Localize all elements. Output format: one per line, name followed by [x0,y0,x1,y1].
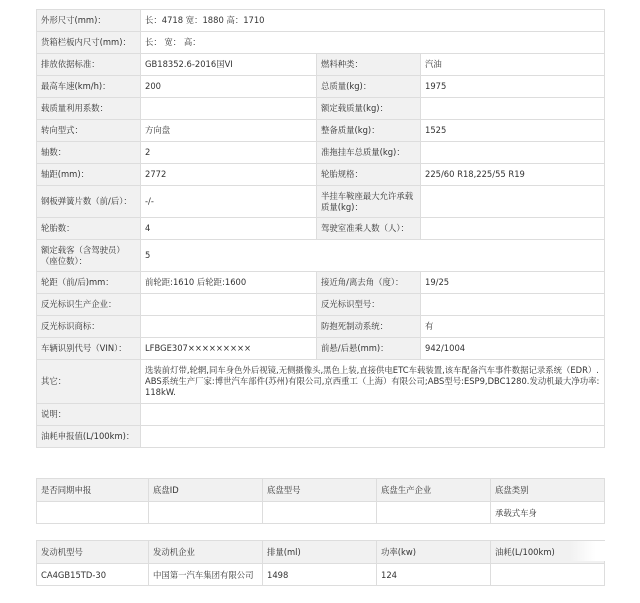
rated-passengers-label: 额定载客（含驾驶员）（座位数）： [37,240,141,272]
track-label: 轮距（前/后)mm： [37,272,141,294]
spec-row [37,218,605,240]
curb-mass-label: 整备质量(kg)： [317,120,421,142]
reflector-model-label: 反光标识型号： [317,294,421,316]
fuel-label: 燃料种类： [317,54,421,76]
cargo-box-value: 长： 宽： 高： [141,32,605,54]
chassis-cell: 承载式车身 [491,502,605,524]
max-speed-label: 最高车速(km/h)： [37,76,141,98]
spec-row [37,338,605,360]
vehicle-spec-table [36,9,605,448]
engine-cell: 中国第一汽车集团有限公司 [149,564,263,586]
curb-mass-value: 1525 [421,120,605,142]
chassis-cell [149,502,263,524]
abs-label: 防抱死制动系统： [317,316,421,338]
emission-label: 排放依据标准： [37,54,141,76]
other-value: 选装前灯带,轮辋,同车身色外后视镜,无侧摄像头,黑色上装,直接供电ETC车载装置,该车配备汽车事件数据记录系统（EDR）.ABS系统生产厂家:博世汽车部件(苏州)有限公司,京西重工（上海）有限公司;ABS型号:ESP9,DBC1280.发动机最大净功率:118kW. [141,360,605,404]
vin-label: 车辆识别代号（VIN）： [37,338,141,360]
chassis-header-cell: 是否同期申报 [37,479,149,502]
spec-row [37,54,605,76]
edge-fade-overlay [570,541,606,561]
rated-load-value [421,98,605,120]
overhang-label: 前悬/后悬(mm)： [317,338,421,360]
spec-row [37,316,605,338]
reflector-maker-value [141,294,317,316]
engine-cell [491,564,605,586]
engine-header-cell: 发动机型号 [37,541,149,564]
reflector-model-value [421,294,605,316]
saddle-load-label: 半挂车鞍座最大允许承载质量(kg)： [317,186,421,218]
engine-header-cell: 功率(kw) [377,541,491,564]
axles-label: 轴数： [37,142,141,164]
chassis-cell [37,502,149,524]
fuel-value: 汽油 [421,54,605,76]
total-mass-value: 1975 [421,76,605,98]
trailer-mass-value [421,142,605,164]
leaf-springs-label: 钢板弹簧片数（前/后）： [37,186,141,218]
spec-row [37,98,605,120]
engine-header-cell: 排量(ml) [263,541,377,564]
tire-count-label: 轮胎数： [37,218,141,240]
axles-value: 2 [141,142,317,164]
abs-value: 有 [421,316,605,338]
fuel-consumption-value [141,426,605,448]
track-value: 前轮距:1610 后轮距:1600 [141,272,317,294]
other-label: 其它： [37,360,141,404]
rated-passengers-value: 5 [141,240,605,272]
saddle-load-value [421,186,605,218]
cab-passengers-value [421,218,605,240]
vin-value: LFBGE307××××××××× [141,338,317,360]
spec-row-dimensions [37,10,605,32]
overhang-value: 942/1004 [421,338,605,360]
spec-row [37,294,605,316]
spec-row [37,186,605,218]
notes-value [141,404,605,426]
steering-value: 方向盘 [141,120,317,142]
reflector-maker-label: 反光标识生产企业： [37,294,141,316]
tire-spec-value: 225/60 R18,225/55 R19 [421,164,605,186]
tire-count-value: 4 [141,218,317,240]
load-factor-label: 载质量利用系数： [37,98,141,120]
spec-row-cargo-box [37,32,605,54]
chassis-cell [377,502,491,524]
approach-departure-value: 19/25 [421,272,605,294]
reflector-brand-label: 反光标识商标： [37,316,141,338]
spec-row-fuel-consumption [37,426,605,448]
steering-label: 转向型式： [37,120,141,142]
chassis-header-cell: 底盘类别 [491,479,605,502]
spec-row-rated-passengers [37,240,605,272]
wheelbase-label: 轴距(mm)： [37,164,141,186]
spec-row [37,120,605,142]
engine-cell: 1498 [263,564,377,586]
dimensions-value: 长：4718 宽：1880 高：1710 [141,10,605,32]
cab-passengers-label: 驾驶室准乘人数（人）： [317,218,421,240]
table-row [37,502,605,524]
spec-row [37,142,605,164]
reflector-brand-value [141,316,317,338]
engine-cell: CA4GB15TD-30 [37,564,149,586]
chassis-header-cell: 底盘ID [149,479,263,502]
spec-row-notes [37,404,605,426]
spec-row-other [37,360,605,404]
table-row [37,564,605,586]
engine-header-cell: 发动机企业 [149,541,263,564]
engine-header-cell: 油耗(L/100km) [491,541,605,564]
trailer-mass-label: 准拖挂车总质量(kg)： [317,142,421,164]
notes-label: 说明： [37,404,141,426]
leaf-springs-value: -/- [141,186,317,218]
fuel-consumption-label: 油耗申报值(L/100km)： [37,426,141,448]
chassis-header-cell: 底盘生产企业 [377,479,491,502]
spec-row [37,164,605,186]
rated-load-label: 额定载质量(kg)： [317,98,421,120]
chassis-table [36,478,605,524]
engine-header-row [37,541,605,564]
chassis-cell [263,502,377,524]
approach-departure-label: 接近角/离去角（度）： [317,272,421,294]
tire-spec-label: 轮胎规格： [317,164,421,186]
cargo-box-label: 货箱栏板内尺寸(mm)： [37,32,141,54]
spec-row [37,272,605,294]
load-factor-value [141,98,317,120]
dimensions-label: 外形尺寸(mm)： [37,10,141,32]
chassis-header-cell: 底盘型号 [263,479,377,502]
spec-row [37,76,605,98]
max-speed-value: 200 [141,76,317,98]
emission-value: GB18352.6-2016国VI [141,54,317,76]
chassis-header-row [37,479,605,502]
engine-table [36,540,605,586]
total-mass-label: 总质量(kg)： [317,76,421,98]
wheelbase-value: 2772 [141,164,317,186]
engine-cell: 124 [377,564,491,586]
